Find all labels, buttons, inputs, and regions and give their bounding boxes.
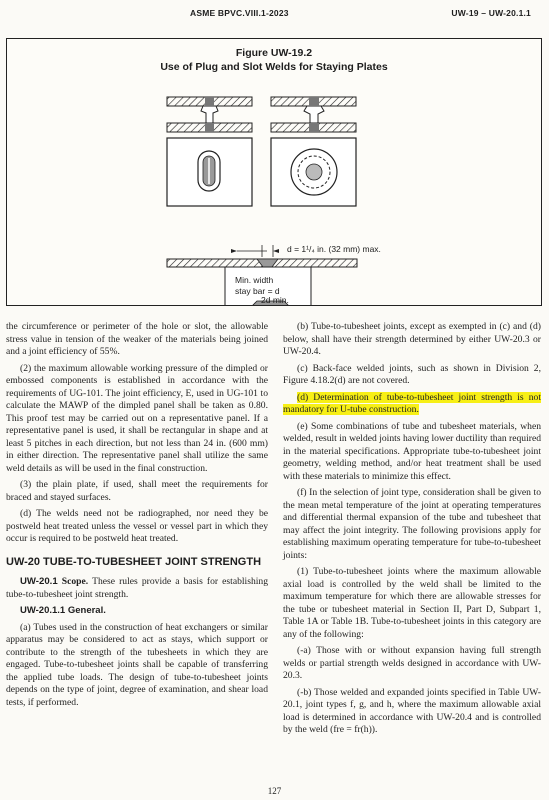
right-column xyxy=(283,321,541,741)
subsection-heading: UW-20.1.1 General. xyxy=(20,605,106,616)
paragraph: (e) Some combinations of tube and tubesheet materials, when welded, result in welded joints having lower ductility than required in the material specifications. Appropriate tube-to-tubesheet joint geometry, welding method, and/or heat treatment shall be used with these materials to minimize this effect. xyxy=(283,420,541,482)
paragraph: (f) In the selection of joint type, consideration shall be given to the mean metal temperature of the joint at operating temperatures and differential thermal expansion of the tube and tubesheet that may affect the joint integrity. The following provisions apply for establishing maximum operating temperature for tube-to-tubesheet joints: xyxy=(283,487,541,561)
figure-title: Use of Plug and Slot Welds for Staying Plates xyxy=(160,61,388,73)
paragraph: (d) The welds need not be radiographed, nor need they be postweld heat treated unless the vessel or vessel part in which they occur is required to be postweld heat treated. xyxy=(6,508,268,544)
running-header-right: UW-19 – UW-20.1.1 xyxy=(451,8,531,18)
scope-title: Scope. xyxy=(61,576,89,587)
dimension-d-label: d = 1¹/₄ in. (32 mm) max. xyxy=(287,244,381,254)
dimension-d xyxy=(231,245,279,257)
paragraph: (b) Tube-to-tubesheet joints, except as exempted in (c) and (d) below, shall have their strength determined by either UW-20.3 or UW-20.4. xyxy=(283,321,541,357)
highlighted-paragraph xyxy=(283,392,541,417)
highlight: (d) Determination of tube-to-tubesheet joint strength is not mandatory for U-tube construction. xyxy=(283,391,541,415)
paragraph: (3) the plain plate, if used, shall meet the requirements for braced and stayed surfaces. xyxy=(6,479,268,503)
paragraph: the circumference or perimeter of the hole or slot, the allowable stress value in tension of the weaker of the materials being joined and a joint efficiency of 55%. xyxy=(6,321,268,357)
paragraph: (a) Tubes used in the construction of heat exchangers or similar apparatus may be considered to act as stays, which support or contribute to the strength of the tubesheets in which they are engaged. Tube-to-tubesheet joints shall be capable of transferring the applied tube loads. The design of tube-to-tubesheet joints depends on the type of joint, degree of examination, and shear load tests, if performed. xyxy=(6,621,268,708)
plug-plan-view xyxy=(271,138,356,206)
scope-paragraph xyxy=(6,576,268,601)
plug-slot-weld-diagram xyxy=(7,75,540,305)
left-column xyxy=(6,321,268,713)
running-header-left: ASME BPVC.VIII.1-2023 xyxy=(190,8,289,18)
dimension-2d-label: 2d min. xyxy=(261,295,289,305)
scope-label: UW-20.1 xyxy=(20,576,58,587)
plug-weld-section xyxy=(167,97,252,132)
paragraph: (c) Back-face welded joints, such as shown in Division 2, Figure 4.18.2(d) are not covered. xyxy=(283,362,541,386)
figure-box xyxy=(6,38,542,306)
paragraph: (-b) Those welded and expanded joints specified in Table UW-20.1, joint types f, g, and h, where the maximum allowable axial load is determined in accordance with UW-20.4 and is controlled by the weld (fre = fr(h)). xyxy=(283,686,541,735)
stay-bar-label: stay bar = d xyxy=(235,286,280,296)
paragraph: (2) the maximum allowable working pressure of the dimpled or embossed components is established in accordance with the requirements of UG-101. The joint efficiency, E, used in UG-101 to calculate the MAWP of the dimpled panel shall be taken as 0.80. This proof test may be carried out on a representative panel. If a representative panel is used, it shall be rectangular in shape and at least 5 pitches in each direction, but not less than 24 in. (600 mm) in either direction. The representative panel shall utilize the same weld details as will be used in the final construction. xyxy=(6,362,268,474)
slot-weld-section xyxy=(271,97,356,132)
min-width-label: Min. width xyxy=(235,275,274,285)
figure-number: Figure UW-19.2 xyxy=(235,47,313,59)
page-number: 127 xyxy=(267,786,282,796)
paragraph: (1) Tube-to-tubesheet joints where the maximum allowable axial load is controlled by the weld shall be limited to the maximum temperature for which there are allowable stresses for the tube or tubesheet material in Section II, Part D, Subpart 1, Table 1A or Table 1B. Tube-to-tubesheet joints in this category are any of the following: xyxy=(283,566,541,640)
slot-plan-view xyxy=(167,138,252,206)
section-heading: UW-20 TUBE-TO-TUBESHEET JOINT STRENGTH xyxy=(6,555,262,568)
paragraph: (-a) Those with or without expansion having full strength welds or partial strength welds designed in accordance with UW-20.3. xyxy=(283,645,541,681)
scope-text: These rules provide a basis for establishing tube-to-tubesheet joint strength. xyxy=(6,576,269,600)
